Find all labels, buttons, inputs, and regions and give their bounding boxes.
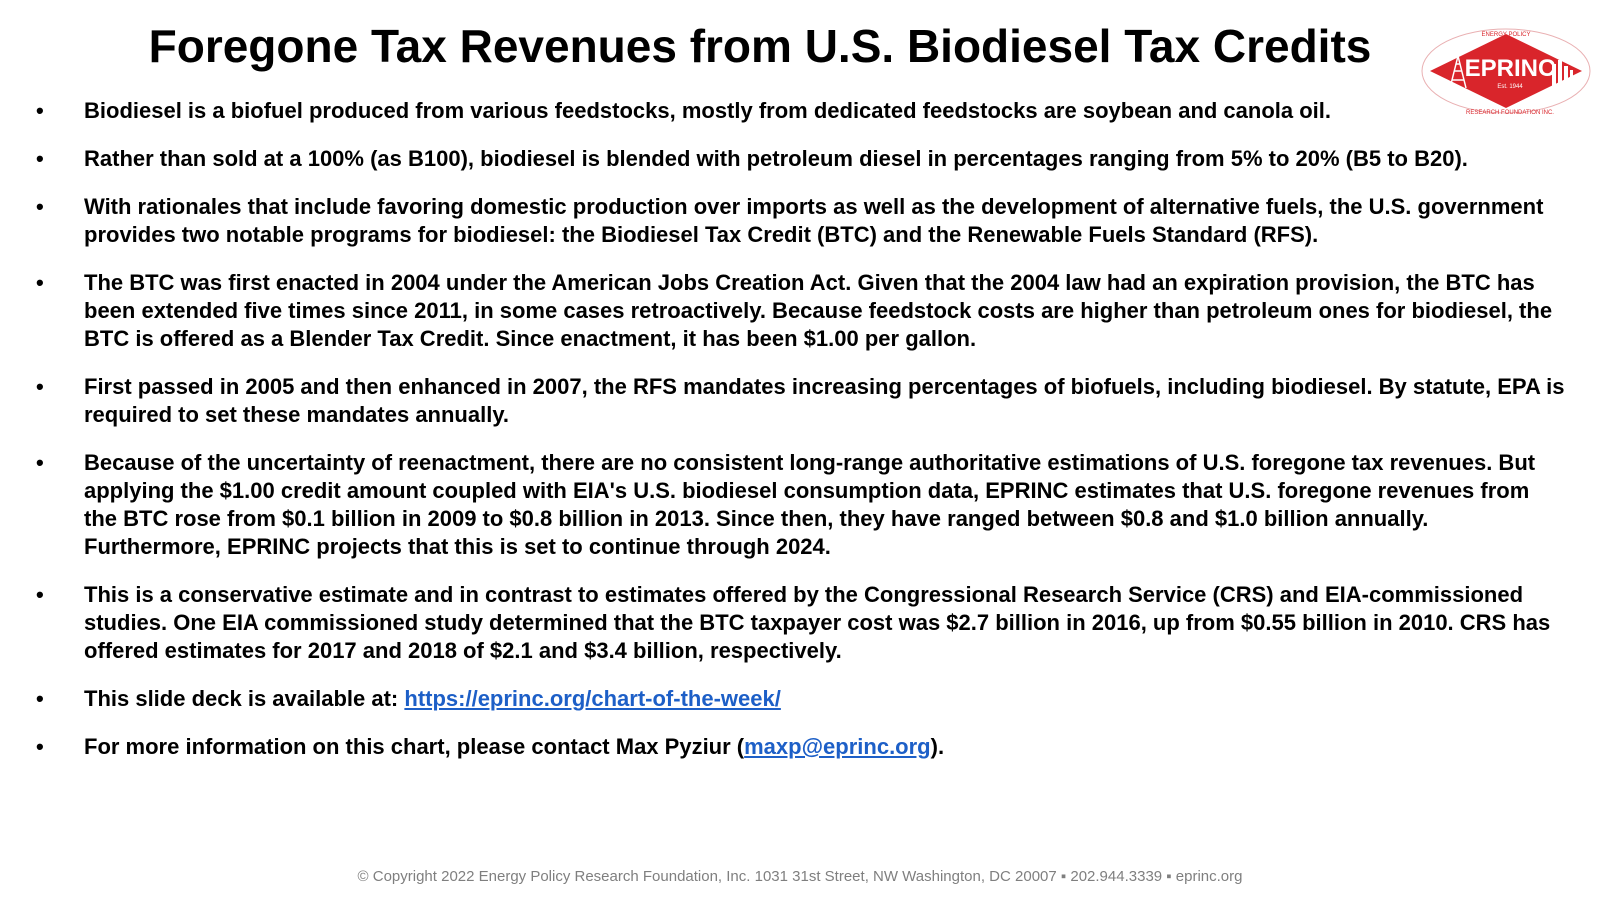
bullet-text: Because of the uncertainty of reenactment, there are no consistent long-range authoritative estimations of U.S. foregone tax revenues. But applying the $1.00 credit amount coupled with EIA's U.S. biodiesel consumption data, EPRINC estimates that U.S. foregone revenues from the BTC rose from $0.1 billion in 2009 to $0.8 billion in 2013. Since then, they have ranged between $0.8 and $1.0 billion annually. Furthermore, EPRINC projects that this is set to continue through 2024. — [84, 450, 1536, 559]
bullet-text: Biodiesel is a biofuel produced from various feedstocks, mostly from dedicated feedstocks are soybean and canola oil. — [84, 98, 1332, 123]
page-title: Foregone Tax Revenues from U.S. Biodiesel Tax Credits — [148, 20, 1372, 72]
slide-deck-link[interactable]: https://eprinc.org/chart-of-the-week/ — [404, 686, 781, 711]
bullet-item — [36, 449, 1566, 561]
bullet-dot: • — [36, 270, 44, 295]
bullet-dot: • — [36, 582, 44, 607]
contact-text: For more information on this chart, please contact Max Pyziur ( — [84, 734, 745, 759]
bullet-dot: • — [36, 734, 44, 759]
bullet-dot: • — [36, 146, 44, 171]
bullet-item — [36, 97, 1566, 125]
bullet-item — [36, 581, 1566, 665]
bullet-dot: • — [36, 194, 44, 219]
bullet-dot: • — [36, 450, 44, 475]
bullet-item — [36, 145, 1566, 173]
bullet-item — [36, 269, 1566, 353]
bullet-text: First passed in 2005 and then enhanced in 2007, the RFS mandates increasing percentages of biofuels, including biodiesel. By statute, EPA is required to set these mandates annually. — [84, 374, 1565, 427]
svg-text:EPRINC: EPRINC — [1464, 55, 1556, 82]
slide-deck-text: This slide deck is available at: — [84, 686, 405, 711]
bullet-text: With rationales that include favoring domestic production over imports as well as the development of alternative fuels, the U.S. government provides two notable programs for biodiesel: the Biodiesel Tax Credit (BTC) and the Renewable Fuels Standard (RFS). — [84, 194, 1544, 247]
contact-suffix: ). — [930, 734, 945, 759]
bullet-list — [36, 97, 1566, 781]
bullet-dot: • — [36, 374, 44, 399]
contact-email-link[interactable]: maxp@eprinc.org — [744, 734, 931, 759]
bullet-item — [36, 373, 1566, 429]
svg-text:Est. 1944: Est. 1944 — [1497, 84, 1523, 90]
bullet-item-contact — [36, 733, 1566, 761]
bullet-dot: • — [36, 98, 44, 123]
bullet-text: This is a conservative estimate and in contrast to estimates offered by the Congressional Research Service (CRS) and EIA-commissioned studies. One EIA commissioned study determined that the BTC taxpayer cost was $2.7 billion in 2016, up from $0.55 billion in 2010. CRS has offered estimates for 2017 and 2018 of $2.1 and $3.4 billion, respectively. — [84, 582, 1551, 663]
bullet-text: Rather than sold at a 100% (as B100), biodiesel is blended with petroleum diesel in percentages ranging from 5% to 20% (B5 to B20). — [84, 146, 1468, 171]
bullet-dot: • — [36, 686, 44, 711]
bullet-text: The BTC was first enacted in 2004 under the American Jobs Creation Act. Given that the 2004 law had an expiration provision, the BTC has been extended five times since 2011, in some cases retroactively. Because feedstock costs are higher than petroleum ones for biodiesel, the BTC is offered as a Blender Tax Credit. Since enactment, it has been $1.00 per gallon. — [84, 270, 1553, 351]
svg-text:ENERGY POLICY: ENERGY POLICY — [1481, 32, 1531, 38]
copyright-footer: © Copyright 2022 Energy Policy Research Foundation, Inc. 1031 31st Street, NW Washington, DC 20007 ▪ 202.944.3339 ▪ eprinc.org — [357, 868, 1243, 885]
svg-text:RESEARCH FOUNDATION INC.: RESEARCH FOUNDATION INC. — [1466, 110, 1554, 116]
bullet-item-slide-deck — [36, 685, 1566, 713]
bullet-item — [36, 193, 1566, 249]
